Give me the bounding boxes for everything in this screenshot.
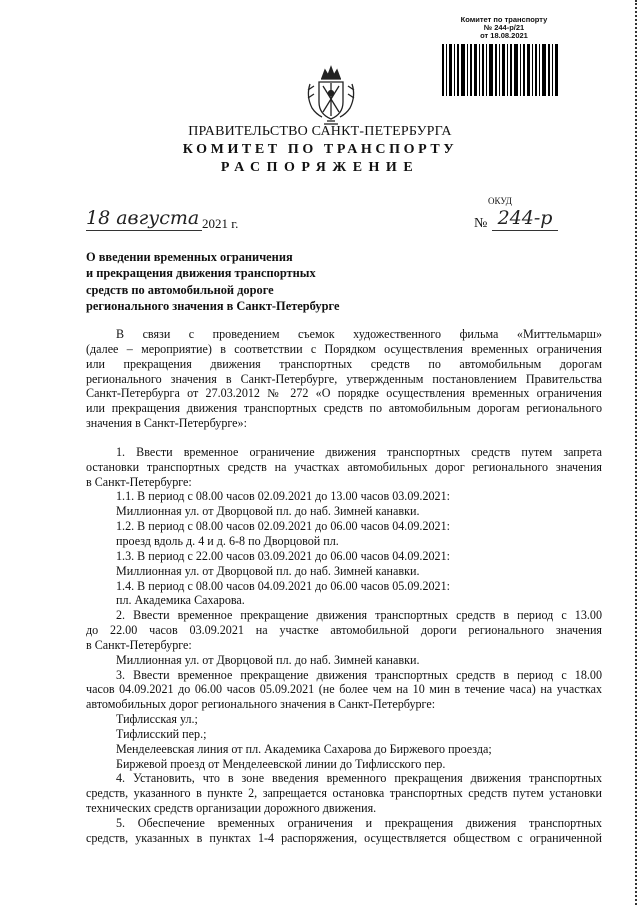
item-2-line: в Санкт-Петербурге:: [86, 637, 192, 652]
item-1-1-period: 1.1. В период с 08.00 часов 02.09.2021 до 13.00 часов 03.09.2021:: [116, 489, 450, 504]
title-line: и прекращения движения транспортных: [86, 266, 316, 281]
item-3-location: Тифлисская ул.;: [116, 712, 198, 727]
committee-header: КОМИТЕТ ПО ТРАНСПОРТУ: [182, 142, 458, 157]
preamble-line: Санкт-Петербурга от 27.03.2012 № 272 «О порядке осуществления временных ограничения: [86, 386, 602, 401]
item-1-3-location: Миллионная ул. от Дворцовой пл. до наб. Зимней канавки.: [116, 563, 420, 578]
item-1-3-period: 1.3. В период с 22.00 часов 03.09.2021 до 06.00 часов 04.09.2021:: [116, 548, 450, 563]
item-2-line: 2. Ввести временное прекращение движения транспортных средств в период с 13.00: [116, 608, 602, 623]
item-5-line: средств, указанных в пунктах 1-4 распоряжения, осуществляется обществом с ограниченной: [86, 830, 602, 845]
item-2-location: Миллионная ул. от Дворцовой пл. до наб. Зимней канавки.: [116, 652, 420, 667]
item-1-4-location: пл. Академика Сахарова.: [116, 593, 245, 608]
item-1-4-period: 1.4. В период с 08.00 часов 04.09.2021 до 06.00 часов 05.09.2021:: [116, 578, 450, 593]
title-line: О введении временных ограничения: [86, 250, 293, 264]
item-3-line: 3. Ввести временное прекращение движения транспортных средств в период с 18.00: [116, 667, 602, 682]
preamble-line: значения в Санкт-Петербурге»:: [86, 416, 247, 431]
item-3-location: Биржевой проезд от Менделеевской линии до Тифлисского пер.: [116, 756, 446, 771]
coat-of-arms-icon: [304, 64, 358, 126]
stamp-line-2: № 244-р/21: [483, 23, 525, 32]
item-4-line: 4. Установить, что в зоне введения временного прекращения движения транспортных: [116, 771, 602, 786]
registration-stamp: [442, 16, 566, 40]
item-3-line: автомобильных дорог регионального значения в Санкт-Петербурге:: [86, 697, 436, 712]
item-2-line: до 22.00 часов 03.09.2021 на участке автомобильной дороги регионального значения: [86, 623, 602, 638]
document-type-header: РАСПОРЯЖЕНИЕ: [220, 160, 420, 175]
item-1-1-location: Миллионная ул. от Дворцовой пл. до наб. Зимней канавки.: [116, 504, 420, 519]
title-line: средств по автомобильной дороге: [86, 282, 274, 297]
item-3-location: Менделеевская линия от пл. Академика Сахарова до Биржевого проезда;: [116, 741, 492, 756]
handwritten-date: 18 августа: [86, 206, 202, 231]
item-1-line: в Санкт-Петербурге:: [86, 474, 192, 489]
preamble-line: (далее – мероприятие) в соответствии с Порядком осуществления временных ограничения: [86, 341, 602, 356]
stamp-line-1: Комитет по транспорту: [460, 15, 548, 24]
document-title: [86, 249, 386, 314]
government-header: ПРАВИТЕЛЬСТВО САНКТ-ПЕТЕРБУРГА: [188, 124, 452, 139]
title-line: регионального значения в Санкт-Петербурге: [86, 298, 340, 313]
item-4-line: средств, указанного в пункте 2, запрещается остановка транспортных средств путем установки: [86, 786, 602, 801]
preamble-line: или прекращения движения транспортных средств по автомобильным дорогам: [86, 356, 602, 371]
item-1-line: 1. Ввести временное ограничение движения транспортных средств путем запрета: [116, 444, 602, 459]
preamble-line: регионального значения в Санкт-Петербурге, утвержденным постановлением Правительства: [86, 371, 602, 386]
item-1-line: остановки транспортных средств на участках автомобильных дорог регионального значения: [86, 459, 602, 474]
item-3-line: часов 04.09.2021 до 06.00 часов 05.09.2021 (не более чем на 10 мин в течение часа) на участках: [86, 682, 602, 697]
stamp-line-3: от 18.08.2021: [480, 31, 528, 40]
item-1-2-location: проезд вдоль д. 4 и д. 6-8 по Дворцовой пл.: [116, 533, 339, 548]
item-3-location: Тифлисский пер.;: [116, 726, 207, 741]
item-4-line: технических средств организации дорожного движения.: [86, 801, 377, 816]
number-symbol: №: [474, 216, 488, 231]
document-body: [86, 327, 602, 846]
date-year: 2021 г.: [202, 216, 239, 231]
item-5-line: 5. Обеспечение временных ограничения и прекращения движения транспортных: [116, 816, 602, 830]
item-1-2-period: 1.2. В период с 08.00 часов 02.09.2021 до 06.00 часов 04.09.2021:: [116, 519, 450, 534]
handwritten-number: 244-р: [492, 206, 558, 231]
okud-label: ОКУД: [488, 196, 512, 206]
barcode-icon: [440, 44, 560, 96]
preamble-line: В связи с проведением съемок художественного фильма «Миттельмарш»: [116, 327, 602, 341]
preamble-line: или прекращения движения транспортных средств по автомобильным дорогам регионального: [86, 401, 602, 416]
